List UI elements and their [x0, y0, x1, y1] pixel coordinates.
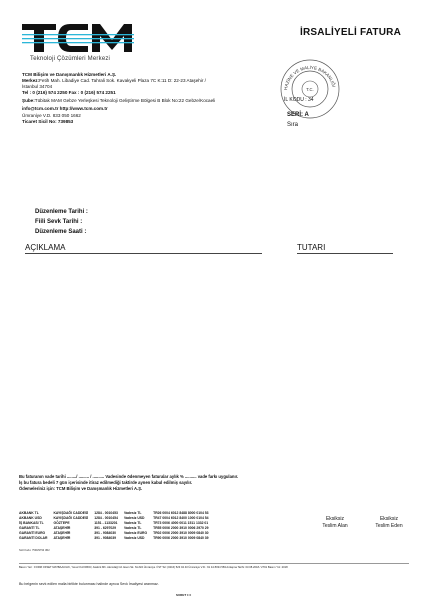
company-logo [22, 22, 134, 56]
bank-account-cell: 391 - 9084039 [94, 536, 117, 541]
bank-branch-cell: KAYIŞDAĞI CADDESİ [53, 515, 89, 520]
bank-accounts-table [19, 510, 215, 541]
date-fields [35, 208, 88, 237]
bank-iban-cell: TR26 0004 6012 8488 8000 0104 53 [153, 510, 209, 515]
document-title: İRSALİYELİ FATURA [300, 27, 401, 38]
bank-branch-cell: GÖZTEPE [53, 520, 70, 525]
merkez-address: Merkez:Fetih Mah. Libadiye Cad. Tahrali Sok. Kavakyeli Plaza 7C K:11 D: 22-23 Ataşehir / İstanbul 34704 [22, 78, 206, 90]
company-email-web: info@tcm.com.tr http://www.tcm.com.tr [22, 106, 108, 112]
printer-info: Basım Yeri : FORM OFSET MATBAACILIK, Yavuz KAYABICI; Atatürk Mh. Alemdağ Cd. Esen Sk. No:8/A Ümraniye / İST Tel: (0216) 523 04 43 Ümraniye V.D.: 91 44 8034 583 Anlaşma Tarihi: 03.08.2018 / 2791 Basım Yılı: 2018 [19, 563, 409, 569]
tcm-logo-mark [22, 22, 134, 56]
shipment-date-label: Fiili Sevk Tarihi : [35, 218, 83, 225]
bank-iban-cell: TR47 0004 6012 8400 1000 0104 54 [153, 515, 209, 520]
copy-label: SURET I I I [176, 593, 192, 597]
legal-notes [19, 474, 399, 492]
bank-currency-cell: Vadesiz TL [123, 520, 142, 525]
invoice-sequence: Sıra [287, 122, 299, 128]
issue-time-label: Düzenleme Saati : [35, 228, 87, 235]
bank-branch-cell: ATAŞEHİR [53, 530, 71, 535]
logo-subtitle: Teknoloji Çözümleri Merkezi [30, 56, 111, 62]
payment-note: Ödemeleriniz için: TCM Bilişim ve Danışmanlık Hizmetleri A.Ş. [19, 486, 143, 492]
bank-iban-cell: TR73 0006 4000 0011 1511 1332 01 [153, 520, 209, 525]
bank-account-cell: 1151 - 1133201 [94, 520, 118, 525]
company-trade-registry: Ticaret Sicil No: 739853 [22, 118, 74, 124]
bank-iban-cell: TR55 0006 2000 3910 0006 2970 29 [153, 525, 209, 530]
bank-iban-cell: TR90 0006 2000 3910 0009 0840 39 [153, 536, 209, 541]
bank-account-cell: 391 - 6297029 [94, 525, 117, 530]
bank-currency-cell: Vadesiz TL [123, 525, 142, 530]
company-phone: Tel : 0 (216) 574 2250 Fax : 0 (216) 574 2251 [22, 90, 116, 96]
bank-currency-cell: Vadesiz EURO [123, 530, 148, 535]
bank-currency-cell: Vadesiz USD [123, 536, 145, 541]
bank-bank-cell: GARANTİ TL [19, 525, 40, 530]
due-date-note: Bu faturanın vade tarihi ......../ ......... / .......... Vadesinde ödenmeyen faturalar aylık % .......... vade farkı uygulanır. [19, 474, 239, 479]
issue-date-label: Düzenleme Tarihi : [35, 209, 88, 215]
bank-bank-cell: İŞ BANKASI TL [19, 520, 44, 525]
bank-branch-cell: KAYIŞDAĞI CADDESİ [53, 510, 89, 515]
bank-currency-cell: Vadesiz TL [123, 510, 142, 515]
bank-row [19, 535, 215, 540]
bank-iban-cell: TR02 0006 2000 3910 0009 0840 30 [153, 530, 209, 535]
description-header: AÇIKLAMA [25, 243, 262, 254]
sube-address: Şube:Tübitak MAM Gebze Yerleşkesi Teknoloji Geliştirme Bölgesi B Blok No:22 Gebze/Kocaeli [22, 98, 216, 104]
bank-bank-cell: AKBANK USD [19, 515, 42, 520]
objection-note: İş bu fatura bedeli 7 gün içerisinde itiraz edilmediği taktirde aynen kabul edilmiş sayılır. [19, 480, 193, 486]
invoice-series: SERİ: A [287, 112, 309, 118]
bank-currency-cell: Vadesiz USD [123, 515, 145, 520]
bank-bank-cell: AKBANK TL [19, 510, 39, 515]
bank-branch-cell: ATAŞEHİR [53, 536, 71, 541]
bank-bank-cell: GARANTİ DOLAR [19, 536, 48, 541]
ministry-seal-icon [279, 58, 341, 120]
bank-account-cell: 391 - 9084030 [94, 530, 117, 535]
il-kodu: İL KODU : 34 [284, 97, 314, 103]
svg-text:HAZİNE VE MALİYE BAKANLIĞI: HAZİNE VE MALİYE BAKANLIĞI [283, 64, 337, 91]
bank-bank-cell: GARANTİ EURO [19, 530, 46, 535]
company-tax-office: Ümraniye V.D. 833 050 1662 [22, 112, 81, 118]
bank-account-cell: 1284 - 0010454 [94, 515, 118, 520]
svg-text:T.C.: T.C. [306, 87, 314, 92]
receiver-signature: Eksiksiz Teslim Alan [322, 516, 348, 529]
bank-account-cell: 1284 - 0010453 [94, 510, 118, 515]
amount-header: TUTARI [297, 243, 393, 254]
sicil-code: Sicil Kodu: 7590/9793 3R2 [19, 549, 50, 552]
deliverer-signature: Eksiksiz Teslim Eden [375, 516, 403, 529]
company-info [22, 72, 222, 125]
footer-note: Bu belgenin sevk edilen malla birlikte bulunması halinde ayrıca Sevk İrsaliyesi aranmaz. [19, 582, 159, 586]
company-name: TCM Bilişim ve Danışmanlık Hizmetleri A.Ş. [22, 72, 117, 77]
bank-branch-cell: ATAŞEHİR [53, 525, 71, 530]
